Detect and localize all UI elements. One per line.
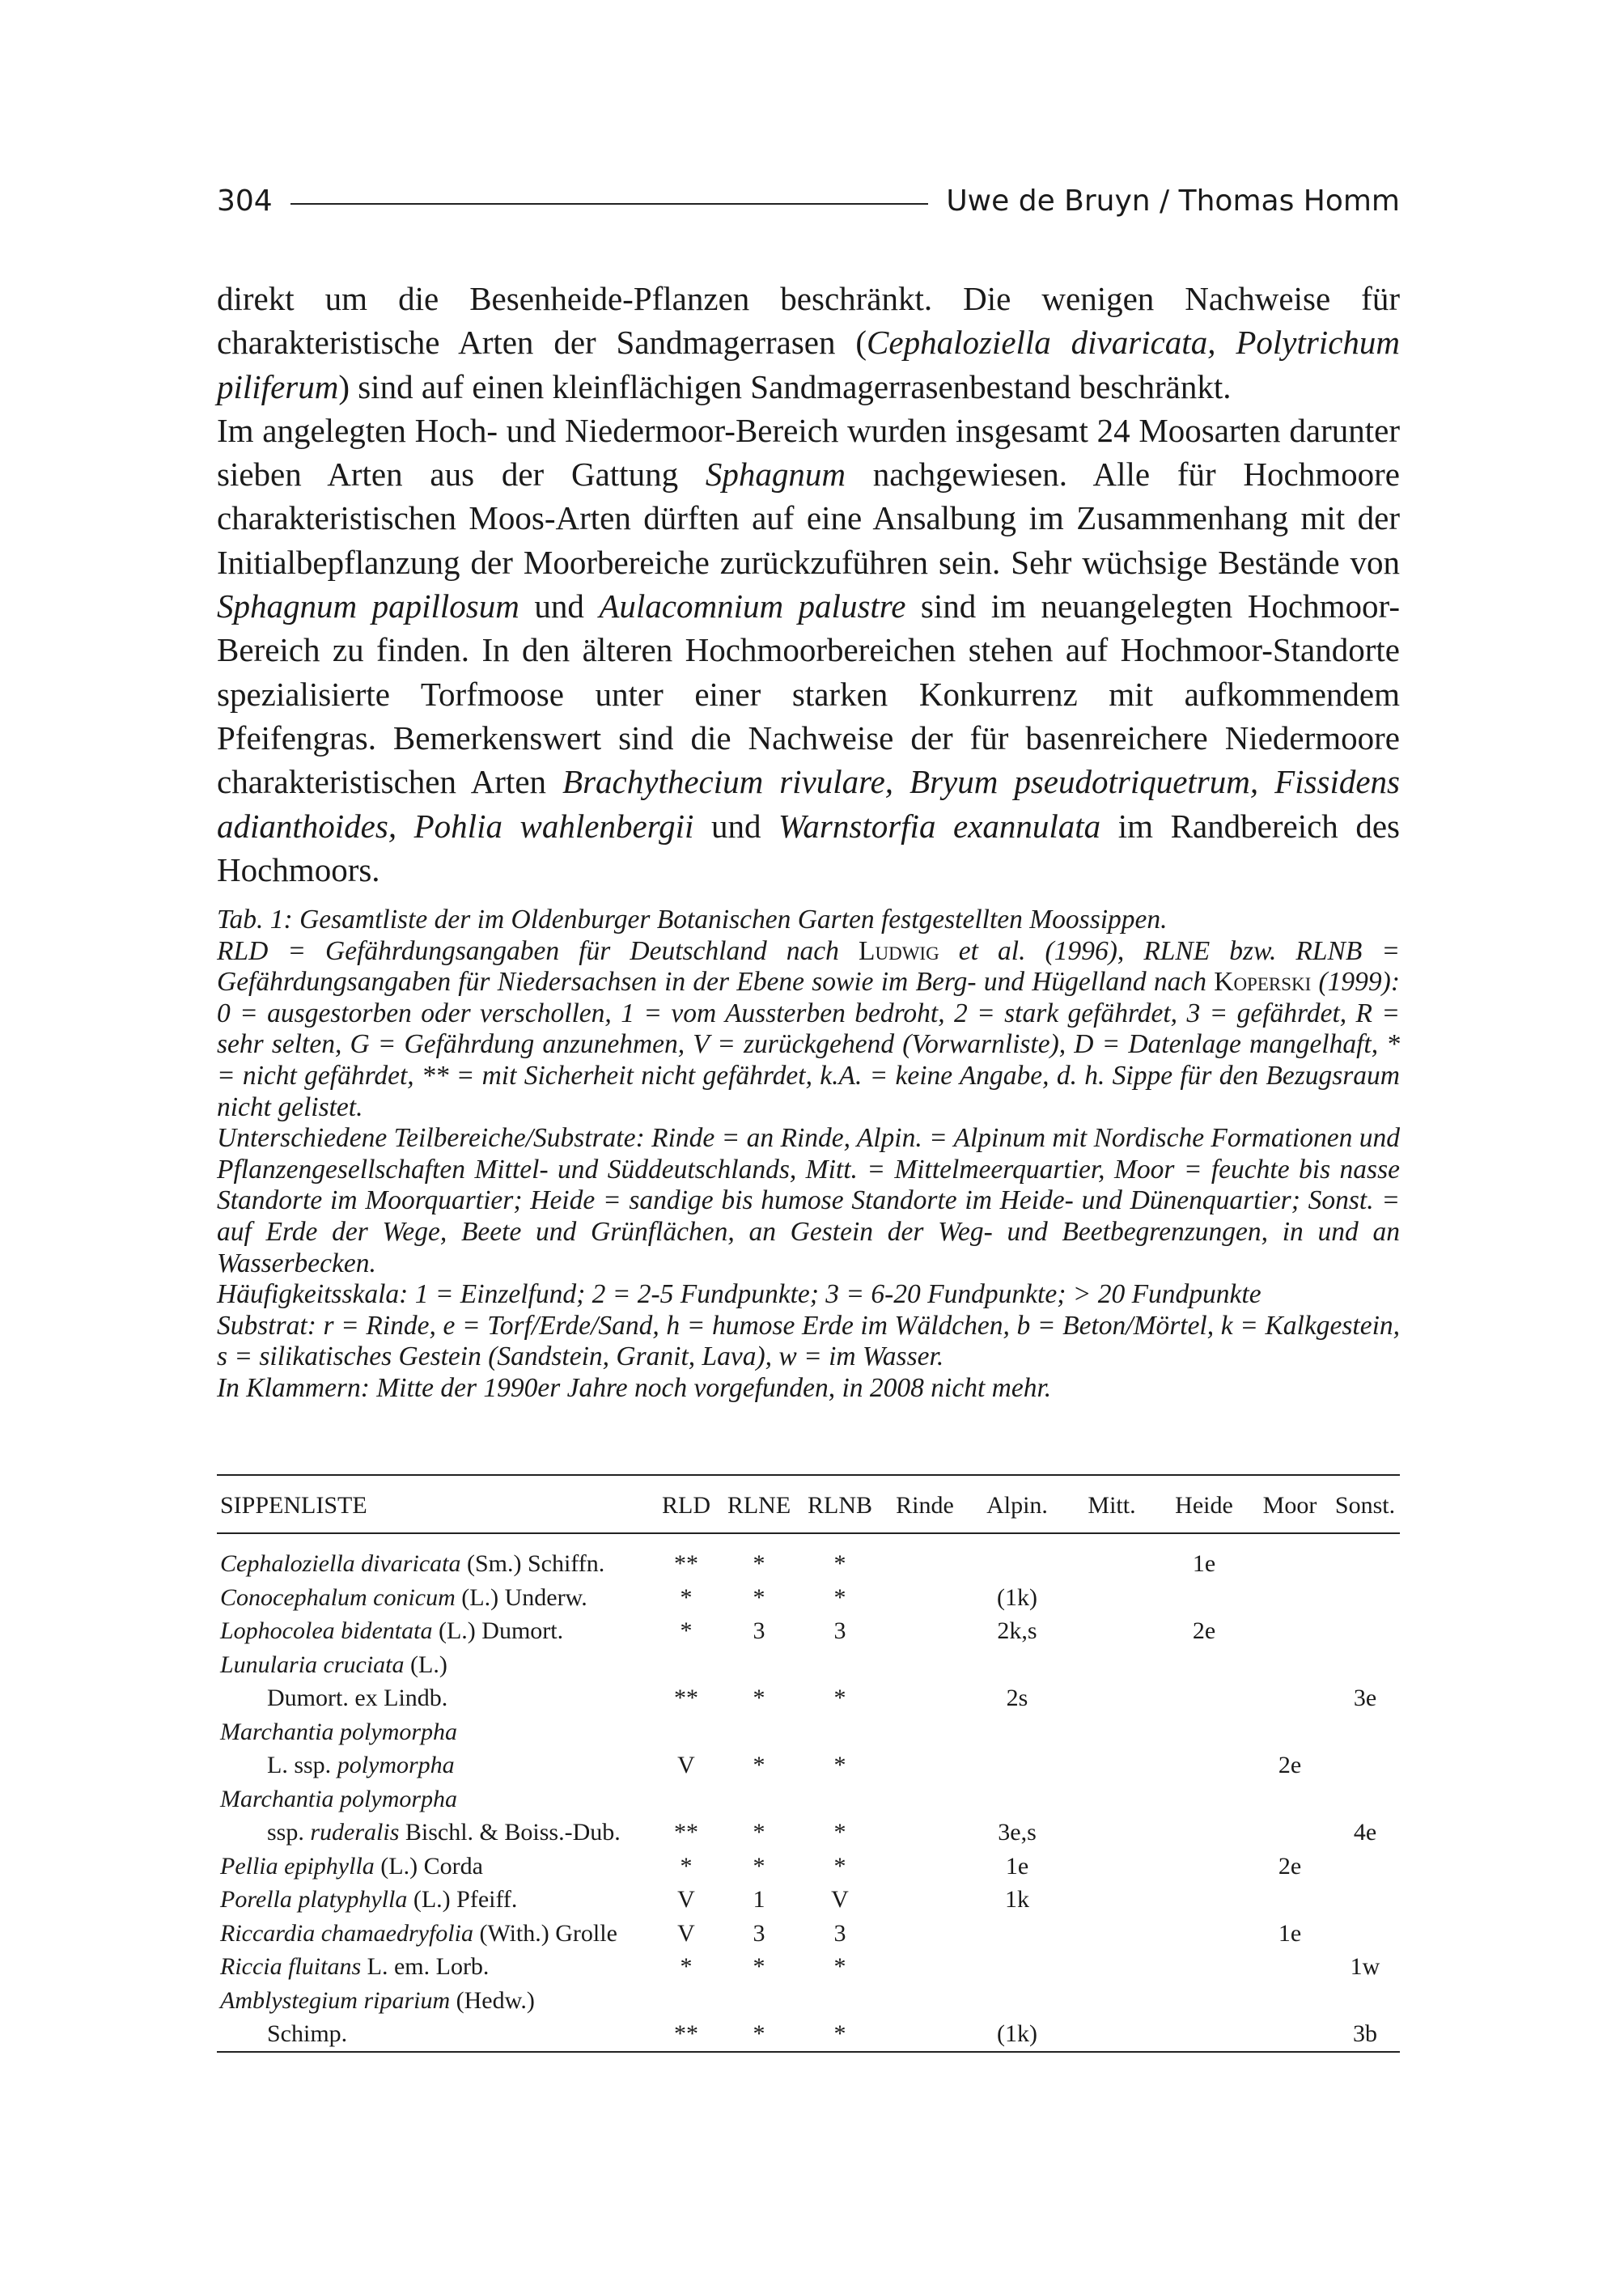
table-cell	[1065, 1648, 1159, 1682]
table-row	[217, 1950, 1400, 1984]
header-rule	[290, 203, 929, 205]
table-cell	[969, 1648, 1065, 1682]
species-name-cell	[217, 2017, 654, 2052]
running-head-authors: Uwe de Bruyn / Thomas Homm	[946, 184, 1400, 218]
species-name-cell	[217, 1883, 654, 1917]
table-cell	[1065, 1917, 1159, 1951]
caption-substrate: Substrat: r = Rinde, e = Torf/Erde/Sand, h = humose Erde im Wäldchen, b = Beton/Mörtel, k = Kalkgestein, s = silikatisches Gestein (Sandstein, Granit, Lava), w = im Wasser.	[217, 1310, 1400, 1372]
table-cell: *	[753, 1852, 765, 1880]
table-cell: (1k)	[997, 1583, 1037, 1611]
species-rank: L. ssp.	[267, 1752, 337, 1778]
species-name: Amblystegium riparium	[220, 1986, 451, 2014]
species-name: Marchantia polymorpha	[220, 1718, 458, 1745]
table-cell	[880, 1533, 969, 1581]
table-cell	[880, 1950, 969, 1984]
table-cell	[1249, 1581, 1330, 1615]
table-cell	[1159, 1984, 1249, 2018]
table-cell: V	[677, 1919, 695, 1947]
column-header: RLNE	[727, 1492, 791, 1519]
table-cell	[799, 1984, 880, 2018]
species-name: Riccia fluitans	[220, 1953, 362, 1980]
table-cell	[1330, 1648, 1400, 1682]
table-cell: 1e	[1278, 1919, 1302, 1947]
table-cell	[880, 1984, 969, 2018]
table-cell	[1159, 1816, 1249, 1850]
species-name: Pellia epiphylla	[220, 1852, 375, 1880]
table-cell	[1330, 1533, 1400, 1581]
table-cell	[1249, 1614, 1330, 1648]
table-cell: *	[680, 1852, 693, 1880]
column-header: Alpin.	[986, 1492, 1048, 1519]
species-author: Bischl. & Boiss.-Dub.	[399, 1819, 621, 1846]
table-cell	[1065, 1883, 1159, 1917]
column-header: Heide	[1175, 1492, 1233, 1519]
species-author: (Sm.) Schiffn.	[460, 1550, 605, 1577]
table-cell: V	[677, 1752, 695, 1778]
table-cell	[1330, 1614, 1400, 1648]
species-name-cell	[217, 1782, 654, 1816]
caption-frequency: Häufigkeitsskala: 1 = Einzelfund; 2 = 2-5 Fundpunkte; 3 = 6-20 Fundpunkte; > 20 Fundpunkte	[217, 1279, 1261, 1310]
table-cell	[969, 1917, 1065, 1951]
table-cell: *	[753, 1752, 765, 1778]
table-header-row	[217, 1475, 1400, 1533]
table-cell: V	[677, 1886, 695, 1913]
table-cell: *	[833, 1685, 846, 1711]
table-cell	[1330, 1748, 1400, 1782]
table-cell	[1249, 1715, 1330, 1749]
table-cell: 2e	[1278, 1852, 1302, 1880]
table-cell	[880, 2017, 969, 2052]
table-cell	[969, 1950, 1065, 1984]
table-cell	[1249, 2017, 1330, 2052]
table-cell	[969, 1533, 1065, 1581]
table-cell: 2e	[1192, 1617, 1216, 1644]
species-name: Marchantia polymorpha	[220, 1785, 458, 1812]
species-name: Lunularia cruciata	[220, 1651, 405, 1678]
column-header: Moor	[1262, 1492, 1317, 1519]
table-cell: **	[674, 1819, 698, 1846]
table-cell	[1159, 1748, 1249, 1782]
species-author: (Hedw.)	[450, 1986, 535, 2014]
table-cell	[1065, 1950, 1159, 1984]
species-name-cell	[217, 1581, 654, 1615]
table-row	[217, 1533, 1400, 1581]
table-row	[217, 1648, 1400, 1682]
table-cell	[1330, 1984, 1400, 2018]
table-row	[217, 1816, 1400, 1850]
species-name-cell	[217, 1648, 654, 1682]
species-name: Conocephalum conicum	[220, 1583, 456, 1611]
table-row	[217, 1681, 1400, 1715]
species-author: (L.)	[404, 1651, 447, 1678]
species-name: polymorpha	[337, 1752, 455, 1778]
table-caption	[217, 905, 1400, 1405]
caption-title: Tab. 1: Gesamtliste der im Oldenburger Botanischen Garten festgestellten Moossippen.	[217, 905, 1168, 935]
table-cell: *	[680, 1583, 693, 1611]
table-cell: 1e	[1192, 1550, 1216, 1577]
table-cell	[1159, 1950, 1249, 1984]
table-cell	[1159, 1715, 1249, 1749]
body-text	[217, 277, 1400, 892]
table-cell	[1065, 1748, 1159, 1782]
table-cell	[1249, 1984, 1330, 2018]
paragraph-2: Im angelegten Hoch- und Niedermoor-Bereich wurden insgesamt 24 Moosarten darunter sieben Arten aus der Gattung Sphagnum nachgewiesen. Alle für Hochmoore charakteristischen Moos-Arten dürften auf eine Ansalbung im Zusammenhang mit der Initialbepflanzung der Moorbereiche zurückzuführen sein. Sehr wüchsige Bestände von Sphagnum papillosum und Aulacomnium palustre sind im neuangelegten Hochmoor-Bereich zu finden. In den älteren Hochmoorbereichen stehen auf Hochmoor-Standorte spezialisierte Torfmoose unter einer starken Konkurrenz mit aufkommendem Pfeifengras. Bemerkenswert sind die Nachweise der für basenreichere Niedermoore charakteristischen Arten Brachythecium rivulare, Bryum pseudotriquetrum, Fissidens adianthoides, Pohlia wahlenbergii und Warnstorfia exannulata im Randbereich des Hochmoors.	[217, 411, 1400, 888]
table-row	[217, 1581, 1400, 1615]
table-cell	[880, 1648, 969, 1682]
species-name: ruderalis	[310, 1819, 400, 1846]
table-cell	[799, 1715, 880, 1749]
table-cell	[1249, 1883, 1330, 1917]
table-cell	[654, 1648, 719, 1682]
table-cell: *	[833, 1583, 846, 1611]
table-cell: *	[680, 1617, 693, 1644]
table-cell: 2s	[1006, 1685, 1028, 1711]
table-cell: *	[833, 1550, 846, 1577]
table-cell: 1w	[1350, 1953, 1380, 1980]
species-author: (L.) Underw.	[455, 1583, 587, 1611]
column-header: SIPPENLISTE	[220, 1492, 367, 1519]
species-name-cell	[217, 1984, 654, 2018]
table-cell	[1249, 1782, 1330, 1816]
running-head	[217, 184, 1400, 218]
table-cell	[1330, 1782, 1400, 1816]
table-cell: *	[680, 1953, 693, 1980]
table-cell	[719, 1782, 799, 1816]
table-cell: 1	[753, 1886, 765, 1913]
table-row	[217, 1984, 1400, 2018]
table-cell	[1065, 1984, 1159, 2018]
table-cell	[1065, 1533, 1159, 1581]
table-cell	[880, 1782, 969, 1816]
table-cell: **	[674, 1685, 698, 1711]
species-name: Cephaloziella divaricata	[220, 1550, 461, 1577]
table-cell	[1065, 2017, 1159, 2052]
table-cell	[880, 1614, 969, 1648]
caption-areas: Unterschiedene Teilbereiche/Substrate: Rinde = an Rinde, Alpin. = Alpinum mit Nordische Formationen und Pflanzengesellschaften Mittel- und Süddeutschlands, Mitt. = Mittelmeerquartier, Moor = feuchte bis nasse Standorte im Moorquartier; Heide = sandige bis humose Standorte im Heide- und Dünenquartier; Sonst. = auf Erde der Wege, Beete und Grünflächen, an Gestein der Weg- und Beetbegrenzungen, in und an Wasserbecken.	[217, 1123, 1400, 1278]
table-cell	[719, 1648, 799, 1682]
table-cell: 3e	[1353, 1685, 1377, 1711]
species-name-cell	[217, 1533, 654, 1581]
table-cell: *	[753, 1550, 765, 1577]
table-cell	[1159, 1850, 1249, 1884]
species-name-cell	[217, 1816, 654, 1850]
table-cell: 4e	[1353, 1819, 1377, 1846]
table-cell	[1330, 1581, 1400, 1615]
species-author: (L.) Dumort.	[432, 1617, 564, 1644]
table-cell	[880, 1816, 969, 1850]
caption-brackets: In Klammern: Mitte der 1990er Jahre noch vorgefunden, in 2008 nicht mehr.	[217, 1372, 1052, 1403]
table-row	[217, 1782, 1400, 1816]
table-cell: **	[674, 1550, 698, 1577]
table-cell	[1065, 1850, 1159, 1884]
table-cell	[1065, 1816, 1159, 1850]
table-cell: 1e	[1005, 1852, 1029, 1880]
table-cell	[1065, 1581, 1159, 1615]
table-cell: 3b	[1353, 2020, 1377, 2047]
table-cell	[1159, 2017, 1249, 2052]
table-cell	[1159, 1917, 1249, 1951]
species-name-cell	[217, 1681, 654, 1715]
table-cell: 2k,s	[997, 1617, 1037, 1644]
table-cell: (1k)	[997, 2020, 1037, 2047]
species-author: Dumort. ex Lindb.	[267, 1685, 448, 1711]
species-author: (L.) Corda	[374, 1852, 483, 1880]
table-cell	[880, 1748, 969, 1782]
table-cell: 3	[833, 1617, 846, 1644]
table-cell	[1330, 1917, 1400, 1951]
table-cell	[1159, 1648, 1249, 1682]
table-cell: *	[753, 1685, 765, 1711]
species-name-cell	[217, 1917, 654, 1951]
table-cell	[719, 1715, 799, 1749]
table-cell	[1159, 1681, 1249, 1715]
table-cell	[1159, 1883, 1249, 1917]
table-cell	[1330, 1883, 1400, 1917]
table-cell	[799, 1782, 880, 1816]
table-cell: 1k	[1005, 1886, 1029, 1913]
column-header: RLNB	[807, 1492, 872, 1519]
table-cell	[969, 1715, 1065, 1749]
table-cell	[1159, 1581, 1249, 1615]
table-cell: 3	[753, 1919, 765, 1947]
table-cell	[1249, 1681, 1330, 1715]
table-cell	[880, 1681, 969, 1715]
table-cell	[1249, 1816, 1330, 1850]
table-row	[217, 1917, 1400, 1951]
table-cell	[654, 1715, 719, 1749]
table-cell	[1249, 1950, 1330, 1984]
table-cell: V	[831, 1886, 849, 1913]
table-cell	[880, 1715, 969, 1749]
species-author: (With.) Grolle	[473, 1919, 617, 1947]
species-author: Schimp.	[267, 2020, 348, 2047]
page-number: 304	[217, 184, 273, 218]
table-cell: *	[753, 1953, 765, 1980]
table-cell	[969, 1782, 1065, 1816]
paragraph-1: direkt um die Besenheide-Pflanzen beschränkt. Die wenigen Nachweise für charakteristische Arten der Sandmagerrasen (Cephaloziella divaricata, Polytrichum piliferum) sind auf einen kleinflächigen Sandmagerrasenbestand beschränkt.	[217, 280, 1401, 405]
table-cell	[1249, 1533, 1330, 1581]
species-author: (L.) Pfeiff.	[407, 1886, 518, 1913]
column-header: Sonst.	[1334, 1492, 1396, 1519]
species-name: Riccardia chamaedryfolia	[220, 1919, 473, 1947]
table-cell	[654, 1782, 719, 1816]
table-cell	[880, 1850, 969, 1884]
caption-legend: RLD = Gefährdungsangaben für Deutschland nach Ludwig et al. (1996), RLNE bzw. RLNB = Gefährdungsangaben für Niedersachsen in der Ebene sowie im Berg- und Hügelland nach Koperski (1999): 0 = ausgestorben oder verschollen, 1 = vom Aussterben bedroht, 2 = stark gefährdet, 3 = gefährdet, R = sehr selten, G = Gefährdung anzunehmen, V = zurückgehend (Vorwarnliste), D = Datenlage mangelhaft, * = nicht gefährdet, ** = mit Sicherheit nicht gefährdet, k.A. = keine Angabe, d. h. Sippe für den Bezugsraum nicht gelistet.	[217, 935, 1400, 1122]
table-cell: *	[833, 1852, 846, 1880]
table-cell	[719, 1984, 799, 2018]
table-cell: *	[753, 2020, 765, 2047]
table-cell	[654, 1984, 719, 2018]
table-cell: *	[753, 1819, 765, 1846]
table-row	[217, 1883, 1400, 1917]
table-cell	[1330, 1850, 1400, 1884]
species-name-cell	[217, 1614, 654, 1648]
table-cell	[1065, 1681, 1159, 1715]
column-header: RLD	[662, 1492, 710, 1519]
table-cell	[880, 1883, 969, 1917]
species-name-cell	[217, 1850, 654, 1884]
table-cell	[1065, 1782, 1159, 1816]
table-cell	[969, 1748, 1065, 1782]
table-cell	[1159, 1782, 1249, 1816]
table-cell: 3	[753, 1617, 765, 1644]
table-cell	[880, 1581, 969, 1615]
table-cell	[1065, 1715, 1159, 1749]
table-row	[217, 1614, 1400, 1648]
table-row	[217, 1850, 1400, 1884]
species-name-cell	[217, 1748, 654, 1782]
species-name: Lophocolea bidentata	[220, 1617, 433, 1644]
table-cell	[1065, 1614, 1159, 1648]
species-name-cell	[217, 1715, 654, 1749]
species-name: Porella platyphylla	[220, 1886, 408, 1913]
species-table-wrap	[217, 1474, 1400, 2053]
species-name-cell	[217, 1950, 654, 1984]
species-rank: ssp.	[267, 1819, 311, 1846]
table-row	[217, 2017, 1400, 2052]
table-cell	[799, 1648, 880, 1682]
table-cell: 2e	[1278, 1752, 1302, 1778]
species-author: L. em. Lorb.	[361, 1953, 490, 1980]
table-cell: *	[833, 1819, 846, 1846]
column-header: Rinde	[896, 1492, 954, 1519]
table-cell: *	[833, 1953, 846, 1980]
table-cell	[1330, 1715, 1400, 1749]
table-row	[217, 1748, 1400, 1782]
table-cell: *	[753, 1583, 765, 1611]
table-row	[217, 1715, 1400, 1749]
species-table	[217, 1474, 1400, 2053]
table-cell	[880, 1917, 969, 1951]
table-cell: *	[833, 2020, 846, 2047]
table-cell	[1249, 1648, 1330, 1682]
table-body	[217, 1533, 1400, 2052]
table-cell: 3	[833, 1919, 846, 1947]
table-cell: 3e,s	[998, 1819, 1037, 1846]
table-cell: *	[833, 1752, 846, 1778]
column-header: Mitt.	[1088, 1492, 1136, 1519]
table-cell: **	[674, 2020, 698, 2047]
table-cell	[969, 1984, 1065, 2018]
